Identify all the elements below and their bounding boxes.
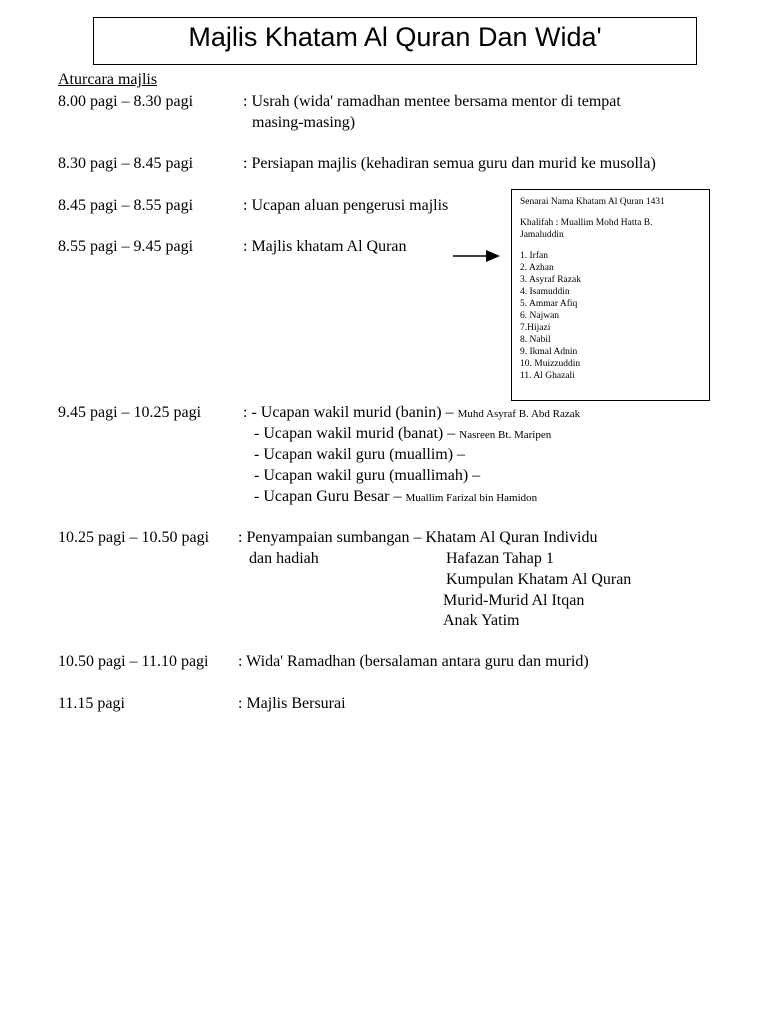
time-slot-1: 8.00 pagi – 8.30 pagi — [58, 93, 194, 110]
activity-1-line-1: : Usrah (wida' ramadhan mentee bersama mentor di tempat — [243, 93, 621, 110]
speech-label: - Ucapan wakil murid (banat) – — [254, 425, 456, 442]
name-list-title: Senarai Nama Khatam Al Quran 1431 — [520, 197, 665, 207]
time-slot-5: 9.45 pagi – 10.25 pagi — [58, 404, 202, 421]
time-slot-8: 11.15 pagi — [58, 695, 125, 712]
speech-label: : - Ucapan wakil murid (banin) – — [243, 404, 454, 421]
list-item: 6. Najwan — [520, 311, 560, 321]
activity-1-line-2: masing-masing) — [252, 114, 356, 131]
time-slot-7: 10.50 pagi – 11.10 pagi — [58, 653, 209, 670]
activity-8: : Majlis Bersurai — [238, 695, 346, 712]
time-slot-6: 10.25 pagi – 10.50 pagi — [58, 529, 210, 546]
time-slot-3: 8.45 pagi – 8.55 pagi — [58, 197, 194, 214]
khalifah-line-2: Jamaluddin — [520, 230, 564, 240]
speaker-name: Muallim Farizal bin Hamidon — [405, 492, 538, 504]
speaker-name: Muhd Asyraf B. Abd Razak — [457, 408, 581, 420]
award-item-3: Murid-Murid Al Itqan — [443, 592, 585, 609]
activity-6-line-2: dan hadiah — [249, 550, 319, 567]
list-item: 7.Hijazi — [520, 323, 551, 333]
activity-3: : Ucapan aluan pengerusi majlis — [243, 197, 449, 214]
khalifah-line-1: Khalifah : Muallim Mohd Hatta B. — [520, 218, 653, 228]
page-title: Majlis Khatam Al Quran Dan Wida' — [188, 22, 602, 52]
title-box — [93, 17, 697, 65]
award-item-1: Hafazan Tahap 1 — [446, 550, 554, 567]
list-item: 9. Ikmal Adnin — [520, 347, 578, 357]
list-item: 10. Muizzuddin — [520, 359, 581, 369]
name-list-box — [511, 189, 710, 401]
speech-line-1 — [243, 403, 580, 424]
list-item: 3. Asyraf Razak — [520, 275, 581, 285]
activity-2: : Persiapan majlis (kehadiran semua guru dan murid ke musolla) — [243, 155, 656, 172]
list-item: 8. Nabil — [520, 335, 551, 345]
list-item: 5. Ammar Afiq — [520, 299, 578, 309]
arrow-right-icon — [452, 248, 502, 264]
award-item-4: Anak Yatim — [443, 612, 520, 629]
time-slot-2: 8.30 pagi – 8.45 pagi — [58, 155, 194, 172]
speech-line-4: - Ucapan wakil guru (muallimah) – — [254, 467, 481, 484]
activity-4: : Majlis khatam Al Quran — [243, 238, 407, 255]
award-item-2: Kumpulan Khatam Al Quran — [446, 571, 632, 588]
time-slot-4: 8.55 pagi – 9.45 pagi — [58, 238, 194, 255]
speech-line-5 — [254, 487, 537, 508]
speech-label: - Ucapan Guru Besar – — [254, 488, 402, 505]
activity-6-line-1: : Penyampaian sumbangan – Khatam Al Quran Individu — [238, 529, 598, 546]
list-item: 1. Irfan — [520, 251, 548, 261]
activity-7: : Wida' Ramadhan (bersalaman antara guru dan murid) — [238, 653, 589, 670]
speech-line-3: - Ucapan wakil guru (muallim) – — [254, 446, 466, 463]
speech-line-2 — [254, 424, 551, 445]
list-item: 11. Al Ghazali — [520, 371, 575, 381]
list-item: 2. Azhan — [520, 263, 554, 273]
speaker-name: Nasreen Bt. Maripen — [459, 429, 552, 441]
section-heading: Aturcara majlis — [58, 71, 158, 88]
list-item: 4. Isamuddin — [520, 287, 570, 297]
